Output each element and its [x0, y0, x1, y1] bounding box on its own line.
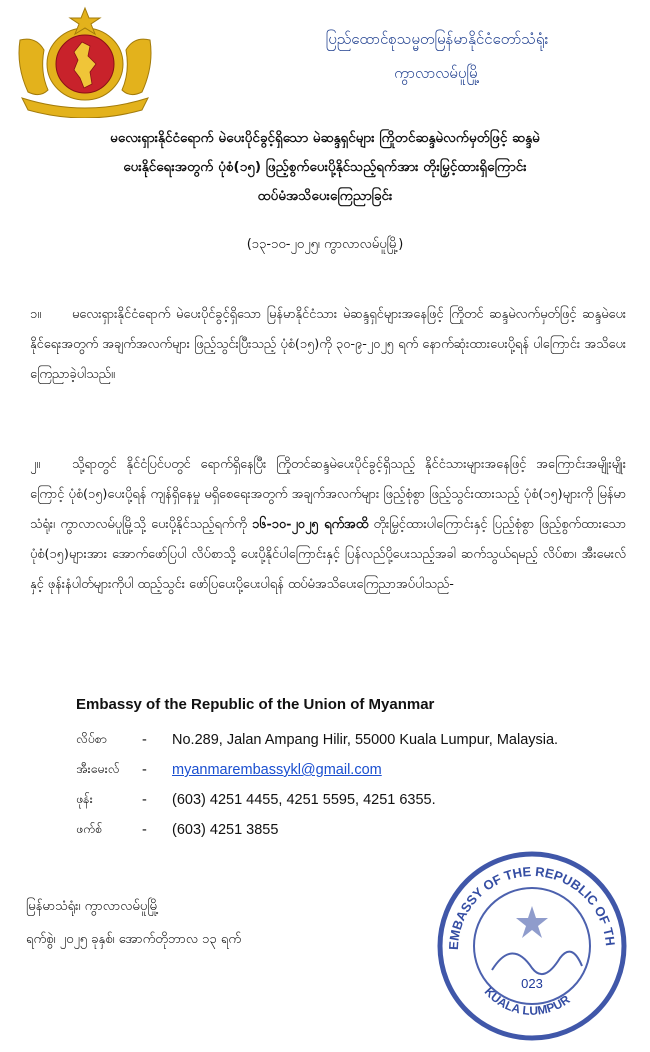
seal-number: 023	[521, 976, 543, 991]
footer-date: ရက်စွဲ၊ ၂၀၂၅ ခုနှစ်၊ အောက်တိုဘာလ ၁၃ ရက်	[26, 932, 242, 947]
seal-text: EMBASSY OF THE REPUBLIC OF TH	[445, 863, 618, 951]
address-value: No.289, Jalan Ampang Hilir, 55000 Kuala Lumpur, Malaysia.	[172, 732, 559, 748]
separator: -	[142, 822, 147, 838]
separator: -	[142, 732, 147, 748]
paragraph-1	[30, 300, 626, 390]
email-label: အီးမေးလ်	[76, 760, 120, 776]
announcement-title	[20, 124, 630, 211]
fax-value: (603) 4251 3855	[172, 822, 279, 838]
phone-label: ဖုန်း	[76, 790, 93, 806]
state-emblem-logo	[14, 6, 156, 118]
contact-block	[76, 696, 636, 845]
address-label: လိပ်စာ	[76, 730, 108, 746]
paragraph-number: ၁။	[30, 307, 42, 322]
embassy-city: ကွာလာလမ်ပူမြို့	[394, 64, 480, 82]
paragraph-text: မလေးရှားနိုင်ငံရောက် မဲပေးပိုင်ခွင့်ရှိသော မြန်မာနိုင်ငံသား မဲဆန္ဒရှင်များအနေဖြင့် ကြိုတင် ဆန္ဒမဲလက်မှတ်ဖြင့် ဆန္ဒမဲပေးနိုင်ရေးအတွက် အချက်အလက်များ ဖြည့်သွင်းပြီးသည့် ပုံစံ(၁၅)ကို ၃၀-၉-၂၀၂၅ ရက် နောက်ဆုံးထားပေးပို့ရန် ပါကြောင်း အသိပေးကြေညာခဲ့ပါသည်။	[30, 307, 626, 382]
fax-label: ဖက်စ်	[76, 820, 103, 836]
paragraph-text: သို့ရာတွင် နိုင်ငံပြင်ပတွင် ရောက်ရှိနေပြီး ကြိုတင်ဆန္ဒမဲပေးပိုင်ခွင့်ရှိသည့် နိုင်ငံသားများအနေဖြင့် အကြောင်းအမျိုးမျိုးကြောင့် ပုံစံ(၁၅)ပေးပို့ရန် ကျန်ရှိနေမှု မရှိစေရေးအတွက် အချက်အလက်များ ဖြည့်စုံစွာ ဖြည့်သွင်းထားသည့် ပုံစံ(၁၅)များကို မြန်မာသံရုံး၊ ကွာလာလမ်ပူမြို့သို့ ပေးပို့နိုင်သည့်ရက်ကို	[30, 457, 626, 532]
paragraph-2	[30, 450, 626, 600]
contact-row-address	[76, 725, 636, 755]
title-line-3: ထပ်မံအသိပေးကြေညာခြင်း	[257, 188, 393, 204]
title-line-2: ပေးနိုင်ရေးအတွက် ပုံစံ(၁၅) ဖြည့်စွက်ပေးပို့နိုင်သည့်ရက်အား တိုးမြှင့်ထားရှိကြောင်း	[123, 159, 527, 175]
contact-row-fax	[76, 815, 636, 845]
embassy-name: ပြည်ထောင်စုသမ္မတမြန်မာနိုင်ငံတော်သံရုံး	[325, 30, 549, 48]
official-seal-stamp	[432, 842, 632, 1042]
phone-value: (603) 4251 4455, 4251 5595, 4251 6355.	[172, 792, 436, 808]
contact-row-phone	[76, 785, 636, 815]
contact-row-email	[76, 755, 636, 785]
embassy-english-name: Embassy of the Republic of the Union of Myanmar	[76, 696, 435, 713]
separator: -	[142, 792, 147, 808]
deadline-highlight: ၁၆-၁၀-၂၀၂၅ ရက်အထိ	[252, 517, 369, 532]
email-link[interactable]: myanmarembassykl@gmail.com	[172, 762, 382, 778]
seal-city: KUALA LUMPUR	[481, 984, 573, 1018]
paragraph-text-cont: တိုးမြှင့်ထားပါကြောင်းနှင့် ပြည့်စုံစွာ ဖြည့်စွက်ထားသော ပုံစံ(၁၅)များအား အောက်ဖော်ပြပါ လိပ်စာသို့ ပေးပို့နိုင်ပါကြောင်းနှင့် ပြန်လည်ပို့ပေးသည့်အခါ ဆက်သွယ်ရမည့် လိပ်စာ၊ အီးမေးလ်နှင့် ဖုန်းနံပါတ်များကိုပါ ထည့်သွင်း ဖော်ပြပေးပို့ပေးပါရန် ထပ်မံအသိပေးကြေညာအပ်ပါသည်-	[30, 517, 626, 592]
separator: -	[142, 762, 147, 778]
title-line-1: မလေးရှားနိုင်ငံရောက် မဲပေးပိုင်ခွင့်ရှိသော မဲဆန္ဒရှင်များ ကြိုတင်ဆန္ဒမဲလက်မှတ်ဖြင့် ဆန္ဒမဲ	[110, 130, 540, 146]
footer-issuer: မြန်မာသံရုံး၊ ကွာလာလမ်ပူမြို့	[26, 899, 159, 914]
announcement-date: (၁၃-၁၀-၂၀၂၅၊ ကွာလာလမ်ပူမြို့)	[246, 237, 404, 252]
paragraph-number: ၂။	[30, 457, 41, 472]
